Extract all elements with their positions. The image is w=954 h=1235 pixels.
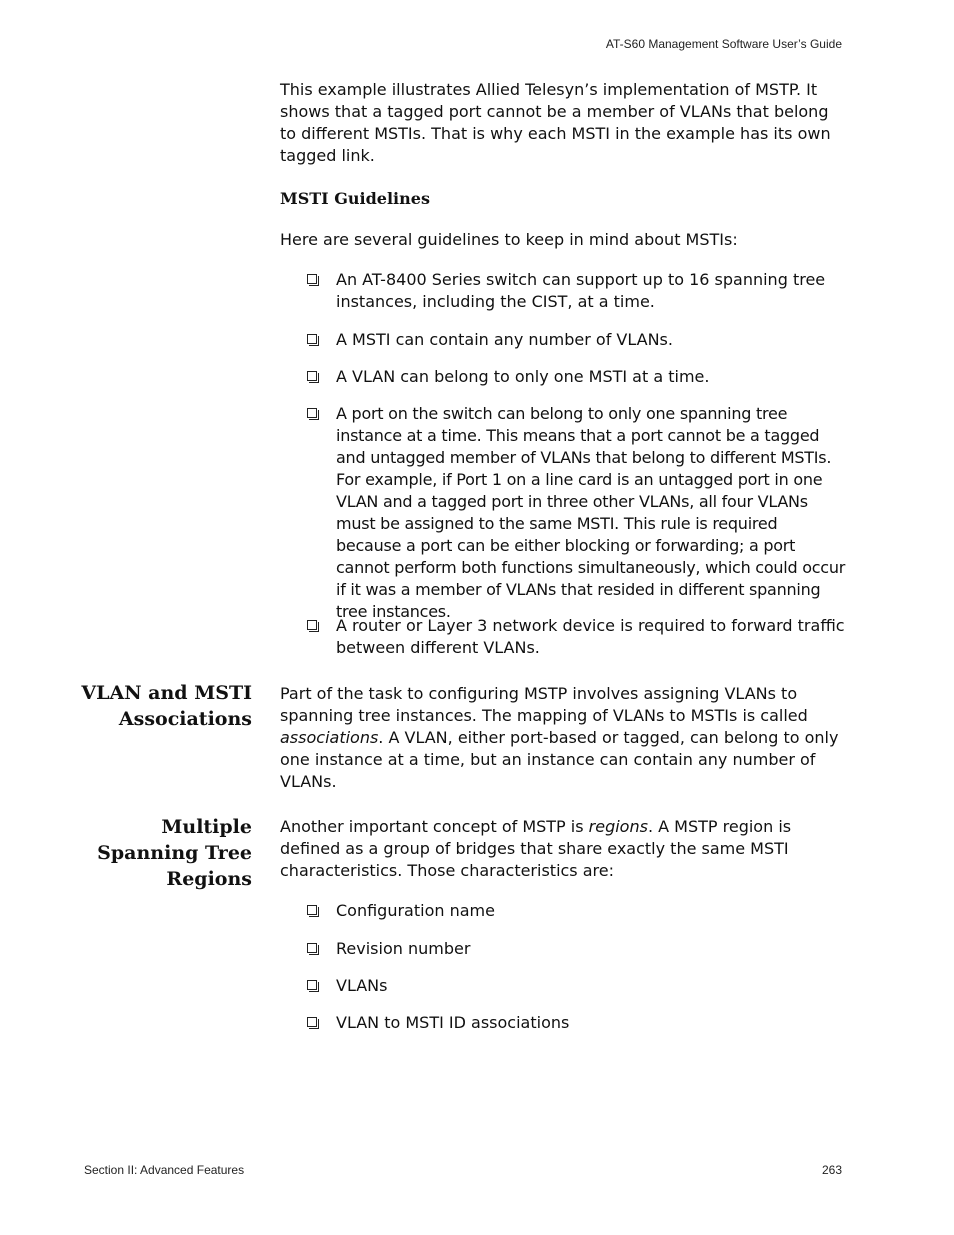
list-item-text: A router or Layer 3 network device is required to forward traffic between different VLANs. [336, 616, 845, 657]
checkbox-bullet-icon [307, 371, 317, 381]
checkbox-bullet-icon [307, 980, 317, 990]
list-item [306, 1012, 846, 1034]
running-header: AT-S60 Management Software User’s Guide [605, 37, 842, 51]
list-item [306, 403, 846, 623]
list-item-text: An AT-8400 Series switch can support up to 16 spanning tree instances, including the CIST, at a time. [336, 270, 826, 311]
regions-text [280, 816, 842, 882]
associations-heading [52, 680, 252, 732]
list-item-text: A MSTI can contain any number of VLANs. [336, 330, 673, 349]
page-number: 263 [821, 1163, 842, 1177]
list-item-text: VLANs [336, 976, 388, 995]
msti-guidelines-list [306, 269, 846, 313]
regions-text-part: . A MSTP region is defined as a group of bridges that share exactly the same MSTI characteristics. Those characteristics are: [280, 817, 792, 880]
regions-term: regions [588, 817, 648, 836]
msti-guidelines-heading: MSTI Guidelines [280, 189, 430, 208]
regions-list [306, 1012, 846, 1034]
list-item [306, 615, 846, 659]
checkbox-bullet-icon [307, 943, 317, 953]
list-item [306, 900, 846, 922]
associations-heading-line: VLAN and MSTI [81, 682, 252, 704]
associations-text-part: . A VLAN, either port-based or tagged, can belong to only one instance at a time, but an instance can contain any number of VLANs. [280, 728, 839, 791]
footer-section: Section II: Advanced Features [84, 1163, 245, 1177]
msti-guidelines-lead [280, 229, 842, 251]
regions-heading-line: Multiple [161, 816, 252, 838]
regions-list [306, 900, 846, 922]
intro-paragraph [280, 79, 842, 167]
list-item [306, 269, 846, 313]
list-item-text: Configuration name [336, 901, 495, 920]
list-item-text: VLAN to MSTI ID associations [336, 1013, 570, 1032]
regions-list [306, 975, 846, 997]
msti-guidelines-list [306, 329, 846, 351]
msti-guidelines-list [306, 366, 846, 388]
msti-guidelines-list [306, 403, 846, 623]
associations-text-part: Part of the task to configuring MSTP involves assigning VLANs to spanning tree instances. The mapping of VLANs to MSTIs is called [280, 684, 808, 725]
list-item-text: Revision number [336, 939, 471, 958]
checkbox-bullet-icon [307, 905, 317, 915]
regions-heading [52, 814, 252, 892]
associations-text [280, 683, 842, 793]
checkbox-bullet-icon [307, 334, 317, 344]
list-item-text: A port on the switch can belong to only one spanning tree instance at a time. This means that a port cannot be a tagged and untagged member of VLANs that belong to different MSTIs. For example, if Port 1 on a line card is an untagged port in one VLAN and a tagged port in three other VLANs, all four VLANs must be assigned to the same MSTI. This rule is required because a port can be either blocking or forwarding; a port cannot perform both functions simultaneously, which could occur if it was a member of VLANs that resided in different spanning tree instances. [336, 404, 846, 621]
msti-guidelines-section [280, 188, 842, 210]
list-item [306, 938, 846, 960]
associations-heading-line: Associations [118, 708, 252, 730]
checkbox-bullet-icon [307, 274, 317, 284]
list-item [306, 366, 846, 388]
checkbox-bullet-icon [307, 408, 317, 418]
checkbox-bullet-icon [307, 620, 317, 630]
checkbox-bullet-icon [307, 1017, 317, 1027]
regions-heading-line: Regions [166, 868, 252, 890]
msti-guidelines-list [306, 615, 846, 659]
regions-heading-line: Spanning Tree [97, 842, 252, 864]
list-item [306, 975, 846, 997]
regions-text-part: Another important concept of MSTP is [280, 817, 589, 836]
msti-guidelines-lead-text: Here are several guidelines to keep in mind about MSTIs: [280, 230, 738, 249]
intro-text: This example illustrates Allied Telesyn’s implementation of MSTP. It shows that a tagged port cannot be a member of VLANs that belong to different MSTIs. That is why each MSTI in the example has its own tagged link. [280, 80, 831, 165]
regions-list [306, 938, 846, 960]
regions-paragraph [280, 816, 842, 882]
list-item [306, 329, 846, 351]
associations-paragraph [280, 683, 842, 793]
list-item-text: A VLAN can belong to only one MSTI at a time. [336, 367, 710, 386]
associations-term: associations [280, 728, 379, 747]
